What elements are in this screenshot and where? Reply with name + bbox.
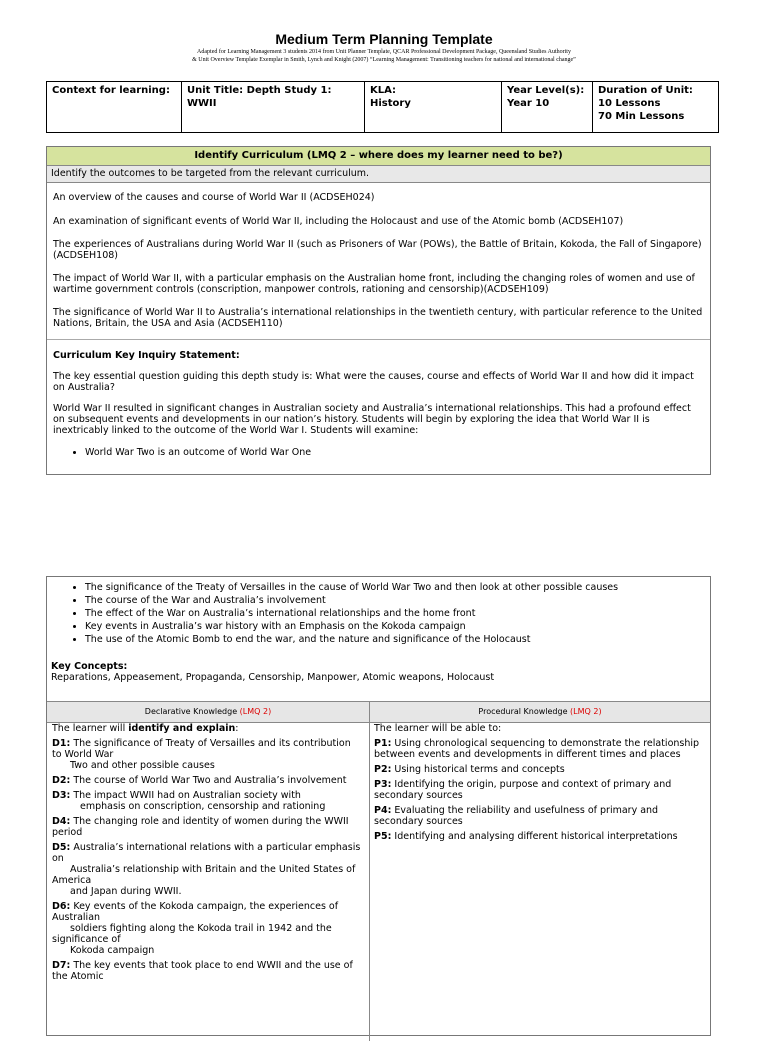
item-text: Two and other possible causes — [70, 760, 215, 771]
declarative-item-d3 — [52, 790, 362, 812]
declarative-intro — [52, 723, 362, 734]
outcome-item: An examination of significant events of World War II, including the Holocaust and use of the Atomic bomb (ACDSEH107) — [53, 216, 624, 227]
intro-text: The learner will — [52, 723, 129, 734]
procedural-label: Procedural Knowledge — [478, 707, 568, 716]
declarative-item-d4 — [52, 816, 362, 838]
item-text: soldiers fighting along the Kokoda trail in 1942 and the significance of — [52, 923, 332, 945]
item-text: Kokoda campaign — [70, 945, 155, 956]
item-text: Identifying the origin, purpose and context of primary and secondary sources — [374, 779, 672, 801]
declarative-header — [47, 702, 369, 722]
outcome-item: The experiences of Australians during World War II (such as Prisoners of War (POWs), the Battle of Britain, Kokoda, the Fall of Singapore) (ACDSEH108) — [53, 239, 702, 261]
subtitle-line-2: & Unit Overview Template Exemplar in Smith, Lynch and Knight (2007) “Learning Management: Transitioning teachers for national and international change” — [192, 57, 576, 63]
declarative-label: Declarative Knowledge — [144, 707, 238, 716]
procedural-item-p4 — [374, 805, 704, 827]
bullet-item: • The effect of the War on Australia’s international relationships and the home front — [85, 607, 710, 620]
duration-label: Duration of Unit: — [598, 85, 693, 96]
inquiry-section — [47, 339, 710, 459]
item-text: emphasis on conscription, censorship and rationing — [80, 801, 326, 812]
unit-title-line-1: Unit Title: Depth Study 1: — [187, 85, 332, 96]
key-concepts-heading: Key Concepts: — [51, 661, 128, 672]
bullet-item: • Key events in Australia’s war history with an Emphasis on the Kokoda campaign — [85, 620, 710, 633]
item-text: The course of World War Two and Australia’s involvement — [73, 775, 347, 786]
curriculum-subheading: Identify the outcomes to be targeted from the relevant curriculum. — [47, 166, 710, 183]
item-text: The changing role and identity of women during the WWII period — [52, 816, 349, 838]
procedural-intro: The learner will be able to: — [374, 723, 502, 734]
declarative-item-d2 — [52, 775, 362, 786]
lmq-tag: (LMQ 2) — [239, 707, 272, 716]
item-code: D4: — [52, 816, 71, 827]
procedural-column — [374, 723, 704, 846]
outcome-item: An overview of the causes and course of World War II (ACDSEH024) — [53, 192, 375, 203]
bullet-item: • The significance of the Treaty of Versailles in the cause of World War Two and then look at other possible causes — [85, 581, 710, 594]
knowledge-header-row — [47, 701, 710, 723]
outcome-item: The impact of World War II, with a particular emphasis on the Australian home front, including the changing roles of women and use of wartime government controls (conscription, manpower controls, rationing and censorship)(ACDSEH109) — [53, 273, 695, 295]
item-code: P4: — [374, 805, 392, 816]
unit-title-line-2: WWII — [187, 98, 217, 109]
item-code: D1: — [52, 738, 71, 749]
declarative-column — [52, 723, 362, 986]
declarative-item-d7 — [52, 960, 362, 982]
inquiry-heading: Curriculum Key Inquiry Statement: — [53, 350, 240, 361]
procedural-item-p3 — [374, 779, 704, 801]
lmq-tag: (LMQ 2) — [570, 707, 602, 716]
item-text: Key events of the Kokoda campaign, the experiences of Australian — [52, 901, 339, 923]
item-code: D5: — [52, 842, 71, 853]
item-code: D7: — [52, 960, 71, 971]
page-title: Medium Term Planning Template — [275, 31, 493, 47]
kla-label: KLA: — [370, 85, 397, 96]
item-text: The significance of Treaty of Versailles and its contribution to World War — [52, 738, 351, 760]
procedural-item-p1 — [374, 738, 704, 760]
page-subtitle — [0, 48, 768, 64]
identify-curriculum-section — [46, 146, 711, 475]
item-text: The key events that took place to end WWII and the use of the Atomic — [52, 960, 353, 982]
kla-value: History — [370, 98, 411, 109]
column-divider — [369, 701, 370, 1041]
bullet-item: • The use of the Atomic Bomb to end the war, and the nature and significance of the Holocaust — [85, 633, 710, 646]
year-cell — [502, 82, 593, 133]
item-text: Identifying and analysing different historical interpretations — [394, 831, 678, 842]
bullet-item: • World War Two is an outcome of World War One — [85, 446, 710, 459]
item-code: P1: — [374, 738, 392, 749]
year-value: Year 10 — [507, 98, 550, 109]
item-text: Australia’s relationship with Britain and the United States of America — [52, 864, 356, 886]
intro-bold: identify and explain — [128, 723, 236, 734]
item-text: Using chronological sequencing to demonstrate the relationship between events and developments in different times and places — [374, 738, 700, 760]
key-concepts-text: Reparations, Appeasement, Propaganda, Censorship, Manpower, Atomic weapons, Holocaust — [51, 672, 495, 683]
intro-end: : — [235, 723, 239, 734]
inquiry-bullets — [47, 446, 710, 459]
subtitle-line-1: Adapted for Learning Management 3 students 2014 from Unit Planner Template, QCAR Professional Development Package, Queensland Studies Authority — [197, 49, 571, 55]
inquiry-paragraph-2: World War II resulted in significant changes in Australian society and Australia’s international relationships. This had a profound effect on subsequent events and developments in our nation’s history. Students will begin by exploring the idea that World War II is inextricably linked to the outcome of the World War I. Students will examine: — [53, 403, 691, 436]
context-table — [46, 81, 719, 133]
item-code: P2: — [374, 764, 392, 775]
item-code: D2: — [52, 775, 71, 786]
duration-value-2: 70 Min Lessons — [598, 111, 685, 122]
item-code: P5: — [374, 831, 392, 842]
continued-section — [46, 576, 711, 1036]
kla-cell — [365, 82, 502, 133]
declarative-item-d5 — [52, 842, 362, 897]
continued-bullets — [47, 581, 710, 646]
procedural-item-p5 — [374, 831, 704, 842]
item-text: Australia’s international relations with a particular emphasis on — [52, 842, 361, 864]
item-code: P3: — [374, 779, 392, 790]
declarative-item-d6 — [52, 901, 362, 956]
procedural-item-p2 — [374, 764, 704, 775]
item-text: Evaluating the reliability and usefulness of primary and secondary sources — [374, 805, 659, 827]
unit-title-cell — [182, 82, 365, 133]
year-label: Year Level(s): — [507, 85, 585, 96]
curriculum-heading: Identify Curriculum (LMQ 2 – where does my learner need to be?) — [47, 147, 710, 166]
inquiry-paragraph-1: The key essential question guiding this depth study is: What were the causes, course and effects of World War II and how did it impact on Australia? — [53, 371, 694, 393]
item-text: The impact WWII had on Australian society with — [73, 790, 301, 801]
procedural-header — [370, 702, 710, 722]
outcomes-list — [47, 183, 710, 329]
item-text: and Japan during WWII. — [70, 886, 182, 897]
bullet-item: • The course of the War and Australia’s involvement — [85, 594, 710, 607]
outcome-item: The significance of World War II to Australia’s international relationships in the twentieth century, with particular reference to the United Nations, Britain, the USA and Asia (ACDSEH110) — [53, 307, 703, 329]
context-label-cell — [47, 82, 182, 133]
item-text: Using historical terms and concepts — [394, 764, 565, 775]
duration-value-1: 10 Lessons — [598, 98, 661, 109]
context-label: Context for learning: — [52, 85, 170, 96]
item-code: D6: — [52, 901, 71, 912]
duration-cell — [593, 82, 719, 133]
item-code: D3: — [52, 790, 71, 801]
declarative-item-d1 — [52, 738, 362, 771]
